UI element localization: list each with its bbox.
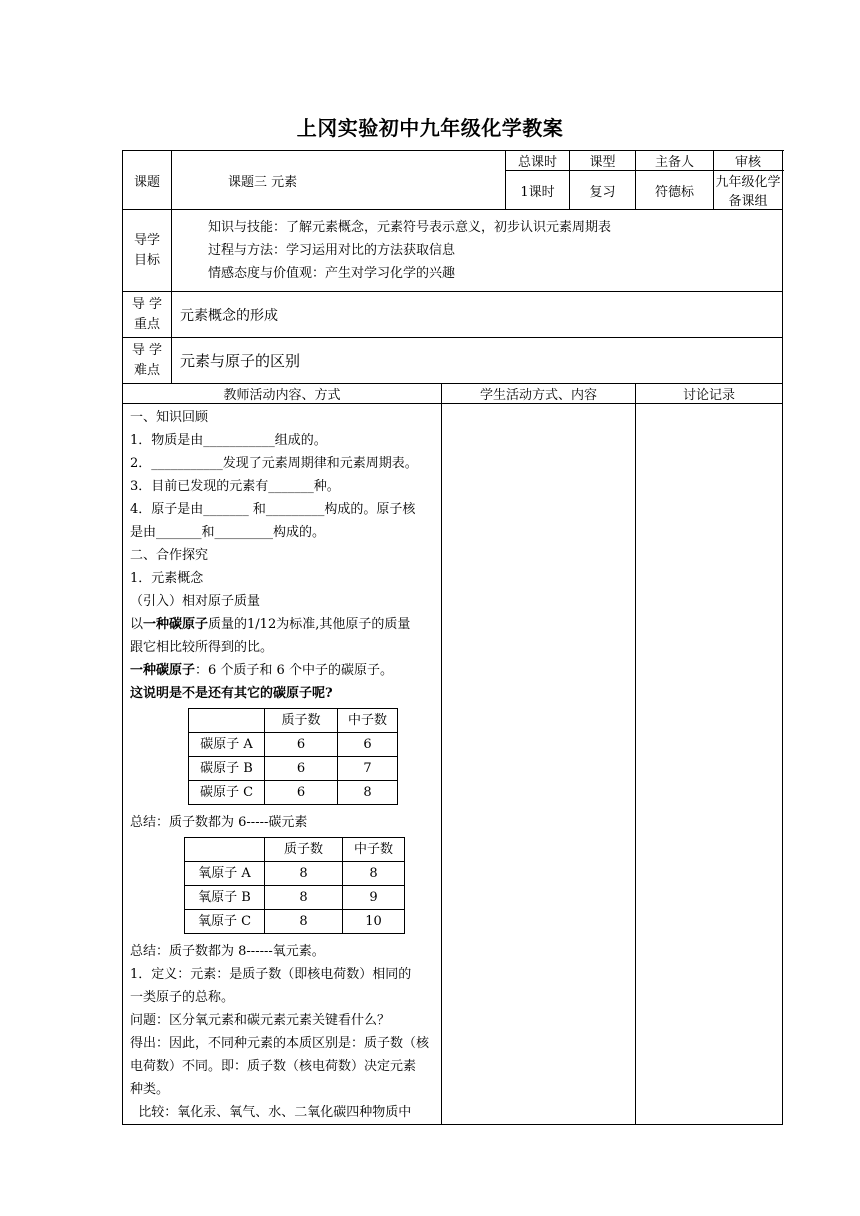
table-cell: 7	[338, 757, 398, 781]
goals-label	[123, 210, 172, 292]
difficulty-label	[123, 338, 172, 384]
element-definition-2: 一类原子的总称。	[130, 990, 235, 1005]
conclusion-2: 电荷数）不同。即：质子数（核电荷数）决定元素	[130, 1059, 417, 1074]
goal-attitude: 情感态度与价值观：产生对学习化学的兴趣	[208, 266, 456, 281]
page-title: 上冈实验初中九年级化学教案	[296, 116, 564, 140]
key-question: 问题：区分氧元素和碳元素元素关键看什么？	[130, 1013, 391, 1028]
table-row-label: 氧原子 C	[185, 910, 265, 934]
difficulty-label-line2: 难点	[133, 362, 160, 378]
topic-value: 课题三 元素	[172, 151, 506, 210]
table-row-label: 氧原子 B	[185, 886, 265, 910]
carbon-header-protons: 质子数	[265, 709, 338, 733]
table-cell: 8	[265, 910, 343, 934]
oxygen-isotope-table	[184, 837, 405, 934]
table-row-label: 氧原子 A	[185, 862, 265, 886]
discussion-header: 讨论记录	[636, 384, 783, 404]
goal-knowledge: 知识与技能：了解元素概念，元素符号表示意义，初步认识元素周期表	[208, 220, 612, 235]
table-cell: 6	[338, 733, 398, 757]
goals-label-line1: 导学	[133, 232, 160, 248]
element-definition-1: 1．定义：元素：是质子数（即核电荷数）相同的	[130, 967, 412, 982]
intro-relative-mass: （引入）相对原子质量	[130, 594, 261, 609]
col-preparer: 主备人	[636, 151, 714, 171]
review-question-4a: 4．原子是由_______ 和_________构成的。原子核	[130, 502, 416, 517]
focus-label	[123, 292, 172, 338]
carbon-atom-bold: 一种碳原子	[130, 663, 196, 678]
col-reviewer: 审核	[714, 151, 783, 171]
teacher-activity-header: 教师活动内容、方式	[123, 384, 442, 404]
review-question-3: 3．目前已发现的元素有_______种。	[130, 479, 340, 494]
def-text-b: 质量的1/12为标准,其他原子的质量	[208, 617, 411, 632]
goals-content	[172, 210, 783, 292]
teacher-activity-content	[123, 404, 442, 1125]
val-preparer: 符德标	[636, 171, 714, 210]
table-cell: 8	[265, 862, 343, 886]
lesson-plan-table	[122, 150, 783, 1125]
carbon-atom-rest: ：6 个质子和 6 个中子的碳原子。	[195, 663, 393, 678]
val-lesson-type: 复习	[570, 171, 636, 210]
table-row-label: 碳原子 B	[189, 757, 265, 781]
review-question-2: 2．___________发现了元素周期律和元素周期表。	[130, 456, 418, 471]
student-activity-content	[442, 404, 636, 1125]
carbon-header-neutrons: 中子数	[338, 709, 398, 733]
def-text-bold: 一种碳原子	[143, 617, 209, 632]
conclusion-3: 种类。	[130, 1082, 170, 1097]
review-question-1: 1．物质是由___________组成的。	[130, 433, 327, 448]
goal-process: 过程与方法：学习运用对比的方法获取信息	[208, 243, 456, 258]
oxygen-header-neutrons: 中子数	[343, 838, 405, 862]
difficulty-label-line1: 导 学	[131, 342, 163, 358]
oxygen-header-protons: 质子数	[265, 838, 343, 862]
carbon-isotope-table	[188, 708, 398, 805]
focus-label-line1: 导 学	[131, 296, 163, 312]
table-cell: 8	[343, 862, 405, 886]
comparison-line: 比较：氧化汞、氧气、水、二氧化碳四种物质中	[130, 1105, 412, 1120]
discussion-content	[636, 404, 783, 1125]
relative-mass-definition	[130, 613, 435, 636]
difficulty-text: 元素与原子的区别	[172, 338, 783, 384]
carbon-atom-note	[130, 659, 435, 682]
val-total-hours: 1课时	[506, 171, 570, 210]
carbon-question: 这说明是不是还有其它的碳原子呢?	[130, 686, 333, 701]
focus-text: 元素概念的形成	[172, 292, 783, 338]
relative-mass-definition-2: 跟它相比较所得到的比。	[130, 640, 274, 655]
table-cell: 6	[265, 733, 338, 757]
table-row-label: 碳原子 A	[189, 733, 265, 757]
review-question-4b: 是由_______和_________构成的。	[130, 525, 326, 540]
conclusion-1: 得出：因此，不同种元素的本质区别是：质子数（核	[130, 1036, 430, 1051]
carbon-summary: 总结：质子数都为 6-----碳元素	[130, 815, 308, 830]
oxygen-header-blank	[185, 838, 265, 862]
oxygen-summary: 总结：质子数都为 8------氧元素。	[130, 944, 325, 959]
focus-label-line2: 重点	[133, 316, 160, 332]
table-cell: 6	[265, 781, 338, 805]
val-reviewer: 九年级化学备课组	[714, 171, 783, 210]
element-concept-heading: 1．元素概念	[130, 571, 204, 586]
table-cell: 10	[343, 910, 405, 934]
table-cell: 6	[265, 757, 338, 781]
student-activity-header: 学生活动方式、内容	[442, 384, 636, 404]
section-explore-heading: 二、合作探究	[130, 548, 209, 563]
table-row-label: 碳原子 C	[189, 781, 265, 805]
goals-label-line2: 目标	[133, 252, 160, 268]
def-text-a: 以	[130, 617, 144, 632]
carbon-header-blank	[189, 709, 265, 733]
col-lesson-type: 课型	[570, 151, 636, 171]
table-cell: 8	[265, 886, 343, 910]
table-cell: 9	[343, 886, 405, 910]
table-cell: 8	[338, 781, 398, 805]
section-review-heading: 一、知识回顾	[130, 410, 209, 425]
topic-label: 课题	[123, 151, 172, 210]
col-total-hours: 总课时	[506, 151, 570, 171]
